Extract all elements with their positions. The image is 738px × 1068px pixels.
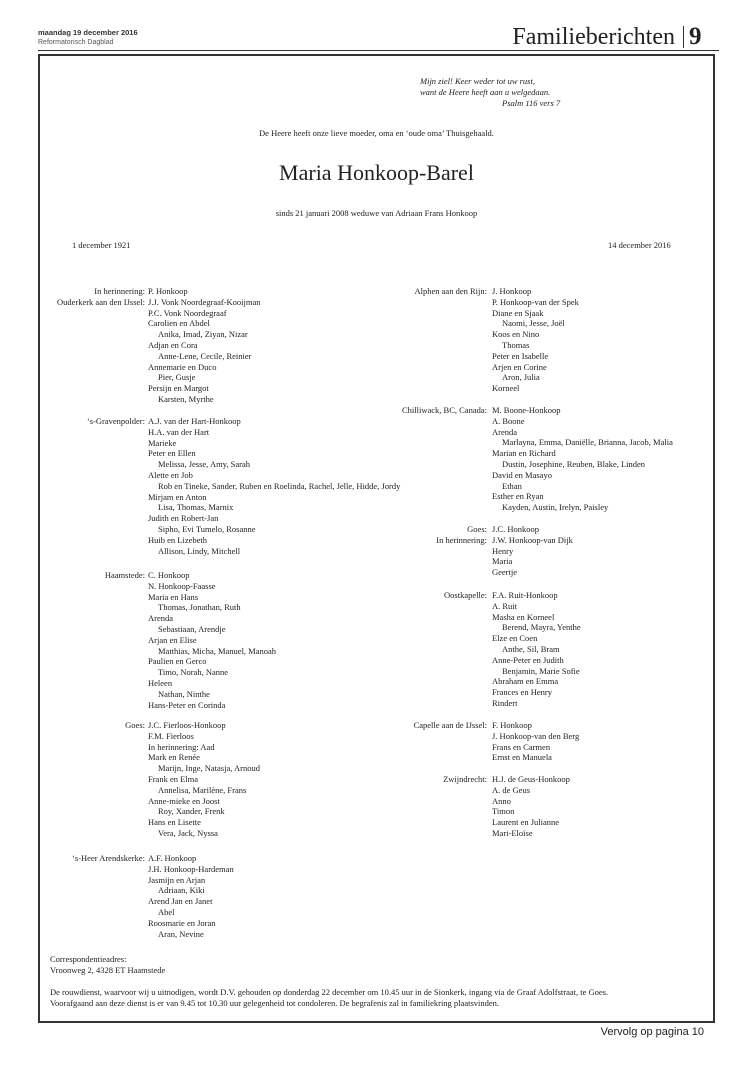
psalm-reference: Psalm 116 vers 7 [502,97,561,108]
family-member-line: J.W. Honkoop-van Dijk [492,534,573,545]
family-member-line: Peter en Ellen [148,448,196,459]
family-member-line: Arenda [492,426,518,437]
family-member-line: Peter en Isabelle [492,350,549,361]
family-member-line: A.F. Honkoop [148,853,197,863]
family-member-line: Marieke [148,437,177,448]
family-member-line: Ernst en Manuela [492,752,552,763]
place-label: Chilliwack, BC, Canada: [402,405,487,415]
issue-date: maandag 19 december 2016 [38,28,138,37]
family-member-line: A. Boone [492,415,525,426]
grandchildren-line: Benjamin, Marie Sofie [502,665,580,676]
family-member-line: Diane en Sjaak [492,307,544,318]
family-member-line: P. Honkoop-van der Spek [492,296,579,307]
family-group [492,720,579,763]
announcement: De Heere heeft onze lieve moeder, oma en ‘oude oma’ Thuisgehaald. [259,128,494,138]
family-member-line: Frans en Carmen [492,741,551,752]
grandchildren-line: Marijn, Inge, Natasja, Arnoud [158,763,260,774]
place-label: In herinnering: [94,286,145,296]
family-member-line: Geertje [492,567,518,578]
place-label: Alphen aan den Rijn: [414,286,487,296]
family-member-line: Mark en Renée [148,752,200,763]
family-group [148,853,234,939]
grandchildren-line: Thomas [502,339,530,350]
place-label: ‘s-Gravenpolder: [86,416,145,426]
family-group [492,590,581,709]
family-member-line: J.H. Honkoop-Hardeman [148,863,234,874]
family-member-line: A. Ruit [492,600,518,611]
family-member-line: Masha en Korneel [492,611,555,622]
family-member-line: Maria [492,556,513,567]
family-group [492,405,673,513]
grandchildren-line: Vera, Jack, Nyssa [158,827,218,838]
correspondence-address: Vroonweg 2, 4328 ET Haamstede [50,965,166,975]
family-member-line: Anno [492,795,511,806]
family-member-line: Rindert [492,697,518,708]
family-member-line: Marian en Richard [492,448,556,459]
family-member-line: Frank en Elma [148,773,199,784]
grandchildren-line: Anthe, Sil, Bram [502,643,560,654]
family-member-line: Arjen en Corine [492,361,547,372]
family-member-line: M. Boone-Honkoop [492,405,561,415]
place-label: ‘s-Heer Arendskerke: [72,853,145,863]
family-member-line: Korneel [492,383,520,394]
family-member-line: Hans en Lisette [148,817,201,828]
grandchildren-line: Timo, Norah, Nanne [158,667,229,678]
family-member-line: Esther en Ryan [492,491,544,502]
family-member-line: Persijn en Margot [148,383,209,394]
family-member-line: Hans-Peter en Corinda [148,699,226,710]
psalm-quote [420,76,560,108]
grandchildren-line: Berend, Mayra, Yenthe [502,622,581,633]
family-member-line: H.A. van der Hart [148,426,210,437]
family-member-line: Huib en Lizebeth [148,534,208,545]
family-member-line: Frances en Henry [492,687,552,698]
grandchildren-line: Naomi, Jesse, Joël [502,318,565,329]
grandchildren-line: Allison, Lindy, Mitchell [158,545,241,556]
family-member-line: Annemarie en Duco [148,361,217,372]
place-label: Goes: [125,720,145,730]
family-member-line: Carolien en Abdel [148,318,210,329]
grandchildren-line: Anne-Lene, Cecile, Reinier [158,350,252,361]
grandchildren-line: Karsten, Myrthe [158,393,214,404]
family-member-line: Maria en Hans [148,591,199,602]
family-member-line: J. Honkoop [492,286,532,296]
family-member-line: Laurent en Julianne [492,817,560,828]
place-label: Oostkapelle: [444,590,487,600]
family-member-line: Roosmarie en Joran [148,917,216,928]
family-member-line: David en Masayo [492,469,552,480]
grandchildren-line: Thomas, Jonathan, Ruth [158,602,241,613]
family-member-line: J.J. Vonk Noordegraaf-Kooijman [148,296,261,307]
family-member-line: Judith en Robert-Jan [148,513,219,524]
place-label: Zwijndrecht: [443,774,487,784]
family-member-line: J. Honkoop-van den Berg [492,730,580,741]
grandchildren-line: Aran, Nevine [158,928,204,939]
grandchildren-line: Kayden, Austin, Irelyn, Paisley [502,502,609,513]
family-member-line: Arjan en Elise [148,634,197,645]
grandchildren-line: Annelisa, Marilène, Frans [158,784,247,795]
grandchildren-line: Matthias, Micha, Manuel, Manoah [158,645,277,656]
family-member-line: Timon [492,806,515,817]
family-member-line: Alette en Job [148,469,193,480]
section-title: Familieberichten [512,24,675,50]
grandchildren-line: Roy, Xander, Frenk [158,806,225,817]
family-member-line: J.C. Fierloos-Honkoop [148,720,226,730]
correspondence-label: Correspondentieadres: [50,954,127,964]
psalm-line-1: Mijn ziel! Keer weder tot uw rust, [420,76,535,86]
family-group [492,286,579,394]
header-separator [683,26,684,48]
newspaper-name: Reformatorisch Dagblad [38,39,114,46]
place-label: Goes: [467,524,487,534]
family-member-line: C. Honkoop [148,570,190,580]
family-member-line: Adjan en Cora [148,339,198,350]
family-group [148,570,276,710]
family-member-line: Paulien en Gerco [148,656,207,667]
family-member-line: Mirjam en Anton [148,491,207,502]
grandchildren-line: Sipho, Evi Tumelo, Rosanne [158,523,256,534]
psalm-line-2: want de Heere heeft aan u welgedaan. [420,86,551,97]
grandchildren-line: Aron, Julia [502,372,540,383]
family-member-line: Heleen [148,677,173,688]
family-member-line: A.J. van der Hart-Honkoop [148,416,241,426]
family-member-line: Koos en Nino [492,329,540,340]
family-member-line: Anne-mieke en Joost [148,795,220,806]
grandchildren-line: Abel [158,906,175,917]
birth-date: 1 december 1921 [72,240,131,250]
family-member-line: A. de Geus [492,784,531,795]
family-member-line: Henry [492,545,514,556]
widow-line: sinds 21 januari 2008 weduwe van Adriaan Frans Honkoop [275,208,478,218]
grandchildren-line: Nathan, Ninthe [158,688,210,699]
family-member-line: Elze en Coen [492,633,538,644]
family-member-line: Jasmijn en Arjan [148,874,206,885]
family-member-line: P.C. Vonk Noordegraaf [148,307,227,318]
family-group [148,720,260,839]
family-group [492,524,573,578]
place-label: Ouderkerk aan den IJssel: [56,296,145,307]
family-member-line: Anne-Peter en Judith [492,654,564,665]
family-member-line: F. Honkoop [492,720,532,730]
service-line-1: De rouwdienst, waarvoor wij u uitnodigen, wordt D.V. gehouden op donderdag 22 december om 10.45 uur in de Sionkerk, ingang via de Graaf Adolfstraat, te Goes. [50,987,609,997]
family-member-line: F.A. Ruit-Honkoop [492,590,558,600]
family-member-line: N. Honkoop-Faasse [148,580,216,591]
deceased-name: Maria Honkoop-Barel [279,160,474,185]
family-member-line: In herinnering: Aad [148,741,215,752]
grandchildren-line: Marlayna, Emma, Daniëlle, Brianna, Jacob, Malia [502,437,673,448]
family-member-line: Mari-Eloïse [492,827,533,838]
place-label: In herinnering: [436,534,487,545]
continued-note: Vervolg op pagina 10 [600,1026,704,1038]
place-label: Capelle aan de IJssel: [413,720,487,730]
family-member-line: J.C. Honkoop [492,524,539,534]
service-line-2: Voorafgaand aan deze dienst is er van 9.45 tot 10.30 uur gelegenheid tot condoleren. De begrafenis zal in familiekring plaatsvinden. [50,998,500,1008]
grandchildren-line: Dustin, Josephine, Reuben, Blake, Linden [502,458,646,469]
family-member-line: F.M. Fierloos [148,730,194,741]
place-label: Haamstede: [104,570,145,580]
family-member-line: P. Honkoop [148,286,188,296]
grandchildren-line: Anika, Imad, Ziyan, Nizar [158,329,248,340]
grandchildren-line: Ethan [502,480,522,491]
death-date: 14 december 2016 [608,240,671,250]
family-group [148,286,261,405]
grandchildren-line: Pier, Gusje [158,372,196,383]
grandchildren-line: Lisa, Thomas, Marnix [158,502,234,513]
family-group [492,774,570,839]
grandchildren-line: Melissa, Jesse, Amy, Sarah [158,459,250,470]
family-member-line: Arend Jan en Janet [148,896,213,907]
grandchildren-line: Sebastiaan, Arendje [158,623,226,634]
family-member-line: H.J. de Geus-Honkoop [492,774,570,784]
page-number: 9 [689,23,702,50]
header-rule [38,50,719,51]
family-member-line: Abraham en Emma [492,676,559,687]
grandchildren-line: Rob en Tineke, Sander, Ruben en Roelinda, Rachel, Jelle, Hidde, Jordy [158,480,401,491]
family-member-line: Arenda [148,613,174,624]
grandchildren-line: Adriaan, Kiki [158,885,205,896]
